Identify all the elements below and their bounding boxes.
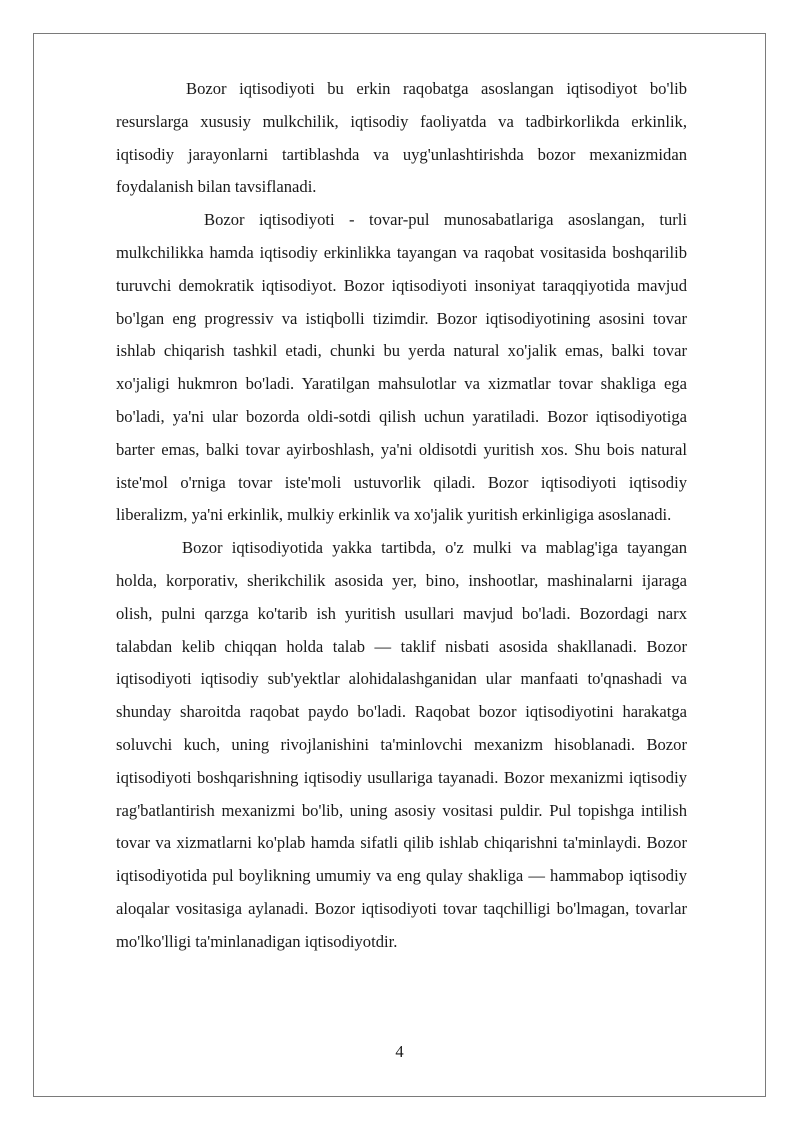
- document-body: [116, 73, 687, 959]
- paragraph-1: Bozor iqtisodiyoti bu erkin raqobatga asoslangan iqtisodiyot bo'lib resurslarga xususiy mulkchilik, iqtisodiy faoliyatda va tadbirkorlikda erkinlik, iqtisodiy jarayonlarni tartiblashda va uyg'unlashtirishda bozor mexanizmidan foydalanish bilan tavsiflanadi.: [116, 79, 687, 197]
- paragraph-3: Bozor iqtisodiyotida yakka tartibda, o'z mulki va mablag'iga tayangan holda, korporativ, sherikchilik asosida yer, bino, inshootlar, mashinalarni ijaraga olish, pulni qarzga ko'tarib ish yuritish usullari mavjud bo'ladi. Bozordagi narx talabdan kelib chiqqan holda talab — taklif nisbati asosida shakllanadi. Bozor iqtisodiyoti iqtisodiy sub'yektlar alohidalashganidan ular manfaati to'qnashadi va shunday sharoitda raqobat paydo bo'ladi. Raqobat bozor iqtisodiyotini harakatga soluvchi kuch, uning rivojlanishini ta'minlovchi mexanizm hisoblanadi. Bozor iqtisodiyoti boshqarishning iqtisodiy usullariga tayanadi. Bozor mexanizmi iqtisodiy rag'batlantirish mexanizmi bo'lib, uning asosiy vositasi puldir. Pul topishga intilish tovar va xizmatlarni ko'plab hamda sifatli qilib ishlab chiqarishni ta'minlaydi. Bozor iqtisodiyotida pul boylikning umumiy va eng qulay shakliga — hammabop iqtisodiy aloqalar vositasiga aylanadi. Bozor iqtisodiyoti tovar taqchilligi bo'lmagan, tovarlar mo'lko'lligi ta'minlanadigan iqtisodiyotdir.: [116, 538, 687, 951]
- paragraph-2: Bozor iqtisodiyoti - tovar-pul munosabatlariga asoslangan, turli mulkchilikka hamda iqtisodiy erkinlikka tayangan va raqobat vositasida boshqarilib turuvchi demokratik iqtisodiyot. Bozor iqtisodiyoti insoniyat taraqqiyotida mavjud bo'lgan eng progressiv va istiqbolli tizimdir. Bozor iqtisodiyotining asosini tovar ishlab chiqarish tashkil etadi, chunki bu yerda natural xo'jalik emas, balki tovar xo'jaligi hukmron bo'ladi. Yaratilgan mahsulotlar va xizmatlar tovar shakliga ega bo'ladi, ya'ni ular bozorda oldi-sotdi qilish uchun yaratiladi. Bozor iqtisodiyotiga barter emas, balki tovar ayirboshlash, ya'ni oldisotdi yuritish xos. Shu bois natural iste'mol o'rniga tovar iste'moli ustuvorlik qiladi. Bozor iqtisodiyoti iqtisodiy liberalizm, ya'ni erkinlik, mulkiy erkinlik va xo'jalik yuritish erkinligiga asoslanadi.: [116, 210, 687, 525]
- document-page: [33, 33, 766, 1097]
- page-number: 4: [395, 1042, 404, 1061]
